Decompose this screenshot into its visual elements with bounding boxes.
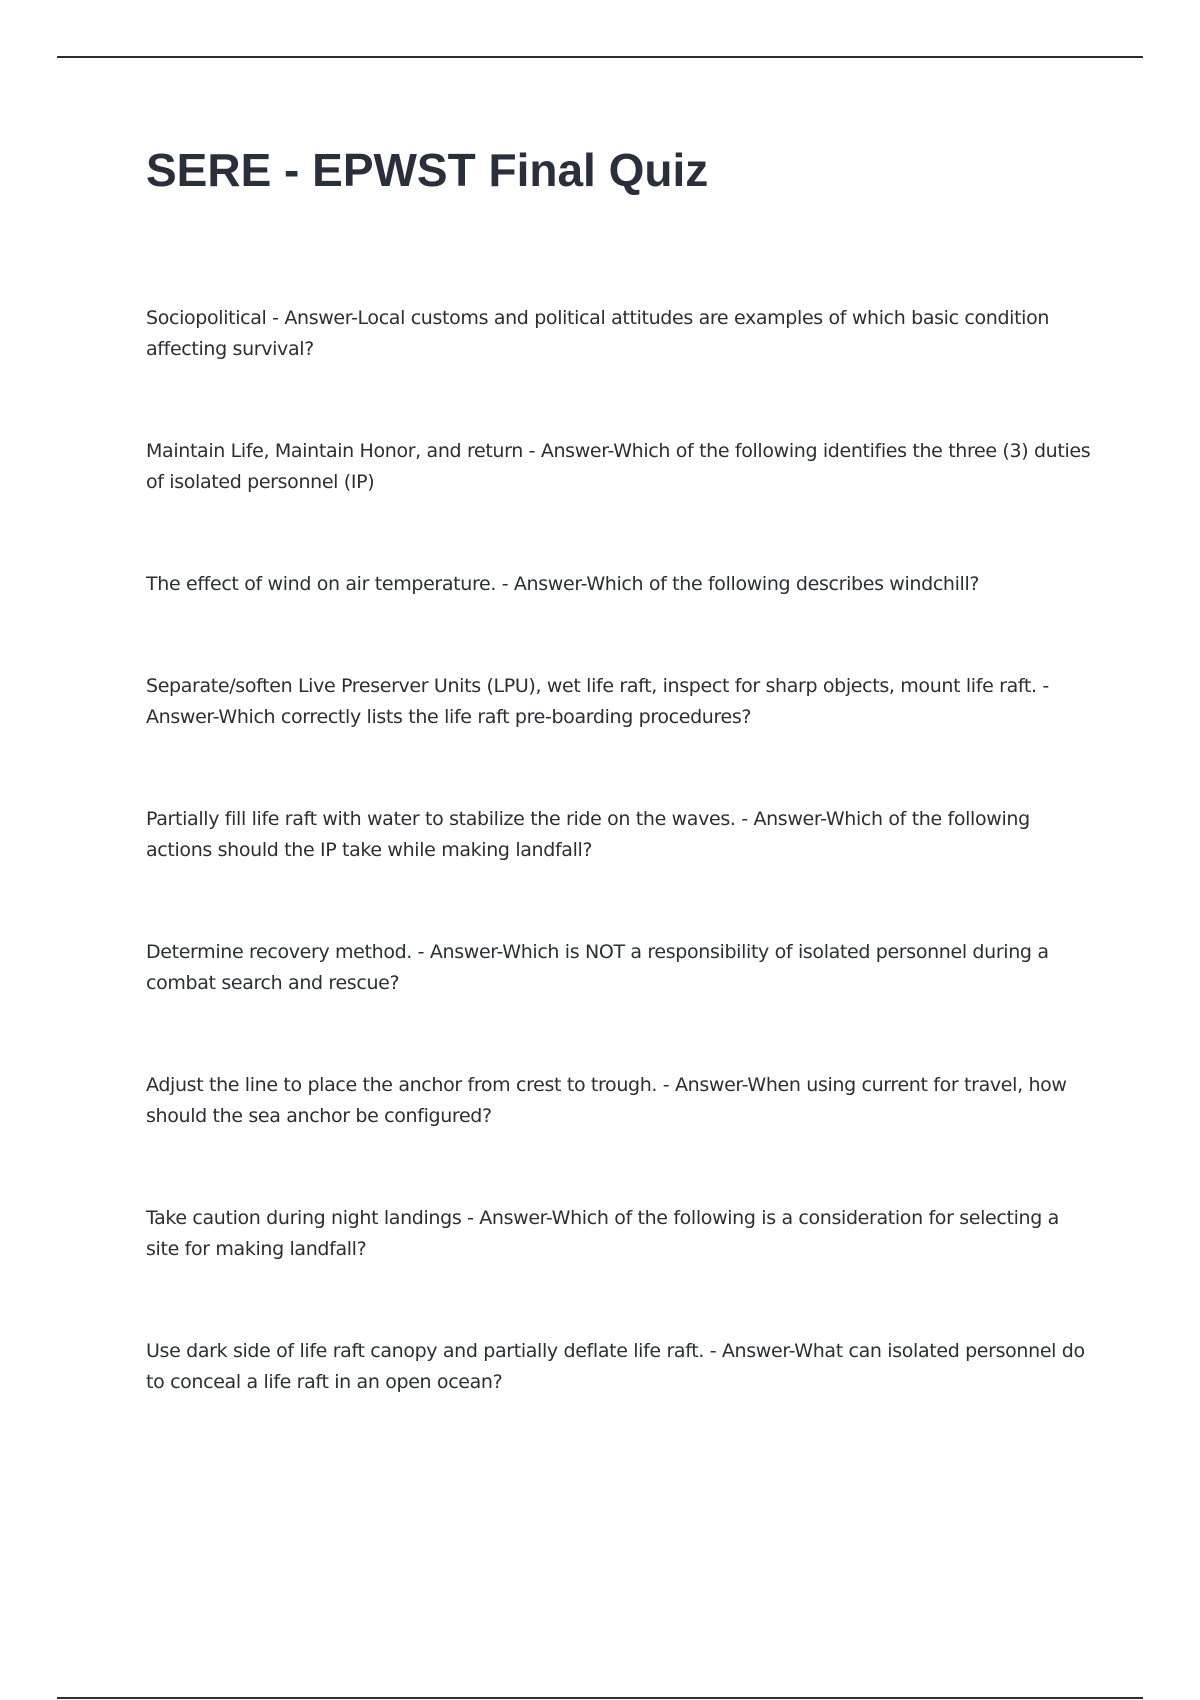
qa-item: Adjust the line to place the anchor from crest to trough. - Answer-When using current for travel, how should the sea anchor be configured? [146, 1074, 1067, 1127]
qa-item: Take caution during night landings - Answer-Which of the following is a consideration for selecting a site for making landfall? [146, 1207, 1059, 1260]
qa-item: Separate/soften Live Preserver Units (LPU), wet life raft, inspect for sharp objects, mount life raft. - Answer-Which correctly lists the life raft pre-boarding procedures? [146, 675, 1049, 728]
qa-item: Maintain Life, Maintain Honor, and return - Answer-Which of the following identifies the three (3) duties of isolated personnel (IP) [146, 440, 1091, 493]
footer-rule [57, 1697, 1143, 1699]
qa-item: The effect of wind on air temperature. - Answer-Which of the following describes windchill? [146, 573, 980, 595]
header-rule [57, 56, 1143, 58]
qa-item: Use dark side of life raft canopy and partially deflate life raft. - Answer-What can isolated personnel do to conceal a life raft in an open ocean? [146, 1340, 1085, 1393]
qa-item: Partially fill life raft with water to stabilize the ride on the waves. - Answer-Which of the following actions should the IP take while making landfall? [146, 808, 1030, 861]
qa-item: Sociopolitical - Answer-Local customs and political attitudes are examples of which basic condition affecting survival? [146, 307, 1050, 360]
page-title: SERE - EPWST Final Quiz [146, 144, 709, 196]
qa-item: Determine recovery method. - Answer-Which is NOT a responsibility of isolated personnel during a combat search and rescue? [146, 941, 1049, 994]
qa-list [146, 303, 1096, 1469]
